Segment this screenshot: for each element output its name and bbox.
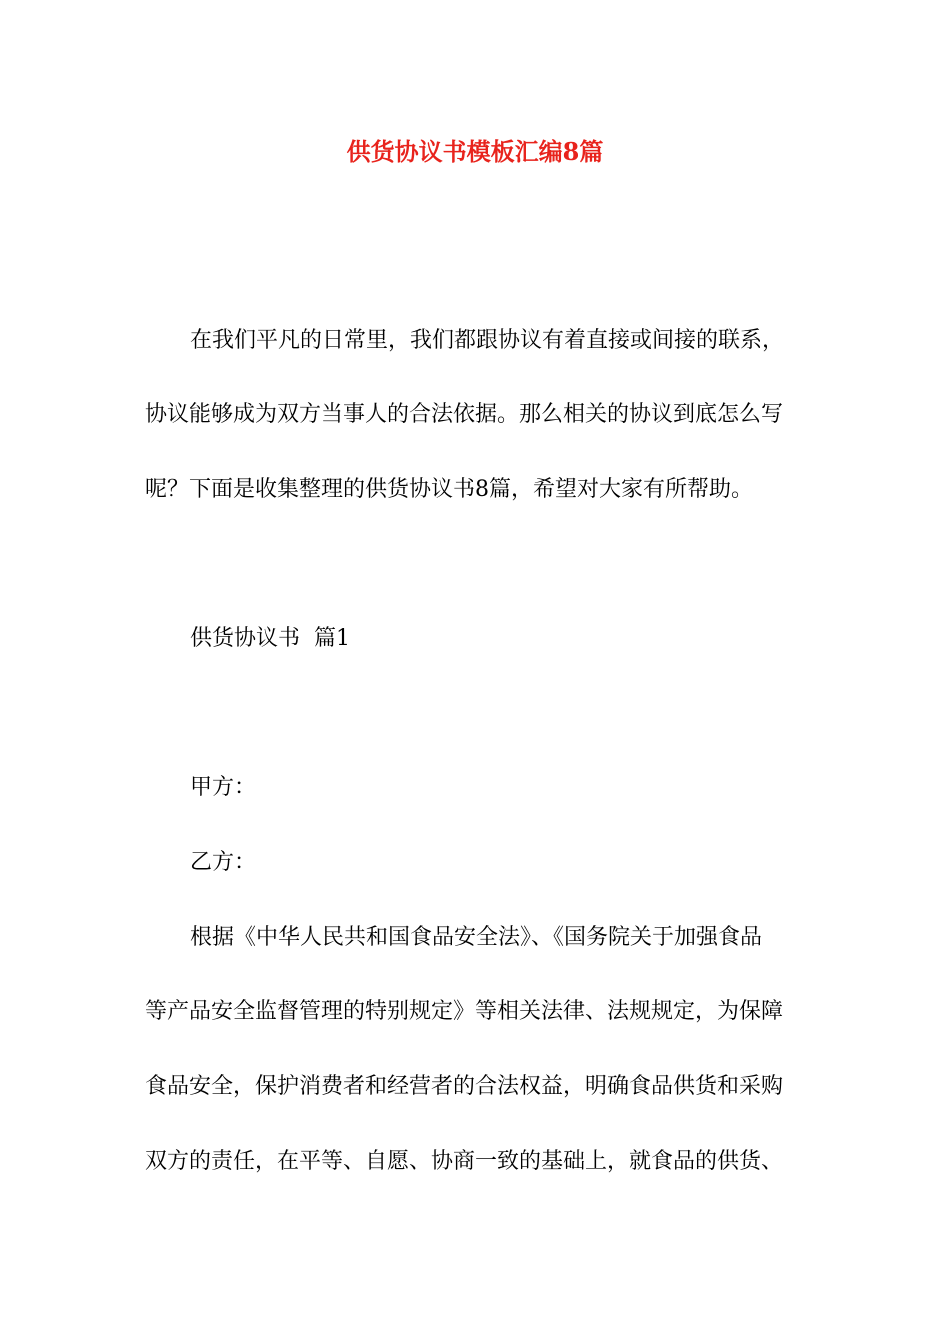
- intro-line-3: 呢？下面是收集整理的供货协议书8篇，希望对大家有所帮助。: [145, 477, 753, 502]
- intro-line-1: 在我们平凡的日常里，我们都跟协议有着直接或间接的联系，: [190, 328, 785, 353]
- body-line-2: 等产品安全监督管理的特别规定》等相关法律、法规规定，为保障: [145, 999, 784, 1024]
- section-heading: 供货协议书 篇1: [190, 626, 350, 651]
- body-line-3: 食品安全，保护消费者和经营者的合法权益，明确食品供货和采购: [145, 1074, 784, 1099]
- party-a-label: 甲方：: [190, 775, 257, 800]
- body-line-1: 根据《中华人民共和国食品安全法》、《国务院关于加强食品: [190, 925, 763, 950]
- document-title: 供货协议书模板汇编8篇: [346, 137, 604, 166]
- party-b-label: 乙方：: [190, 850, 257, 875]
- intro-line-2: 协议能够成为双方当事人的合法依据。那么相关的协议到底怎么写: [145, 402, 784, 427]
- body-line-4: 双方的责任，在平等、自愿、协商一致的基础上，就食品的供货、: [145, 1149, 784, 1174]
